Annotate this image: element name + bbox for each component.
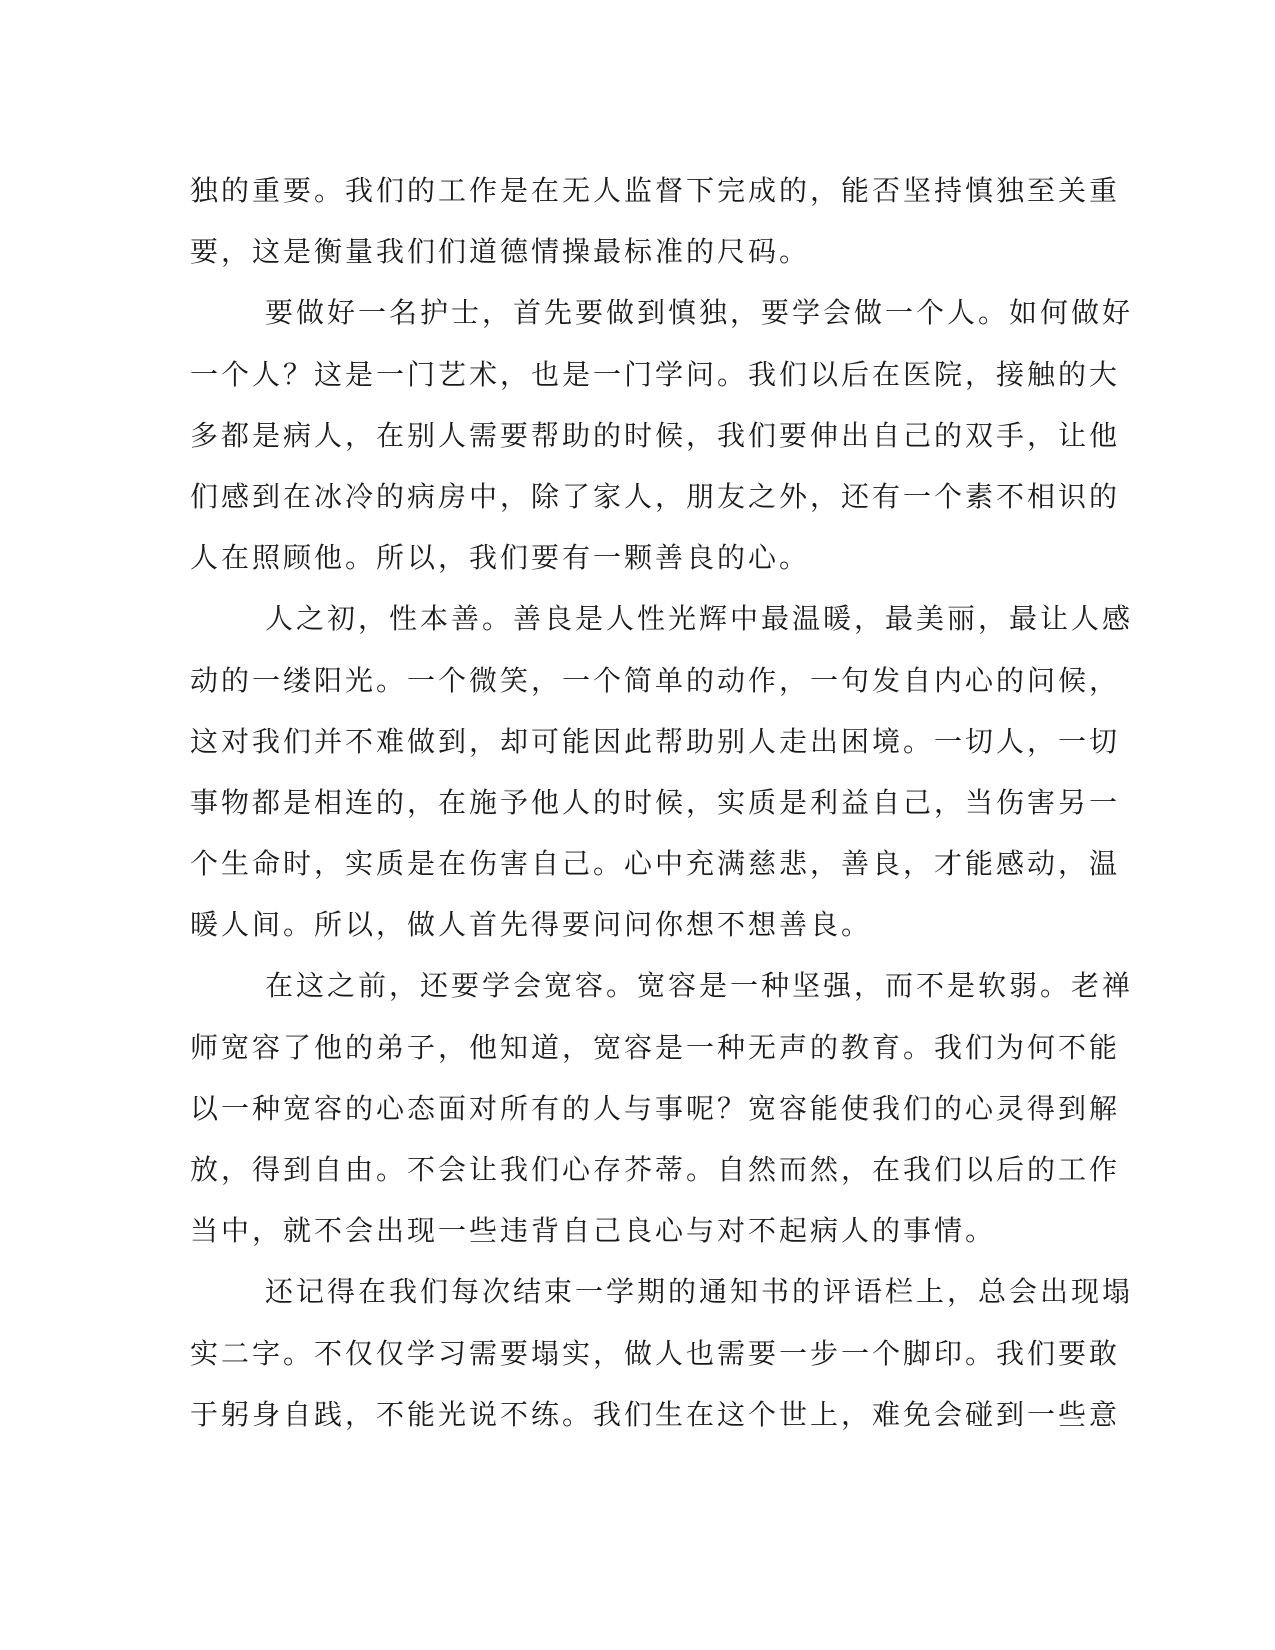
paragraph-first-line: 要做好一名护士，首先要做到慎独，要学会做一个人。如何做好 <box>265 296 1134 330</box>
paragraph-first-line: 还记得在我们每次结束一学期的通知书的评语栏上，总会出现塌 <box>265 1275 1134 1309</box>
text-line: 个生命时，实质是在伤害自己。心中充满慈悲，善良，才能感动，温 <box>190 847 1121 881</box>
text-line: 要，这是衡量我们们道德情操最标准的尺码。 <box>190 235 811 269</box>
text-line: 暖人间。所以，做人首先得要问问你想不想善良。 <box>190 908 873 942</box>
paragraph-first-line: 人之初，性本善。善良是人性光辉中最温暖，最美丽，最让人感 <box>265 602 1134 636</box>
text-line: 多都是病人，在别人需要帮助的时候，我们要伸出自己的双手，让他 <box>190 418 1121 452</box>
text-line: 当中，就不会出现一些违背自己良心与对不起病人的事情。 <box>190 1214 997 1248</box>
paragraph-first-line: 在这之前，还要学会宽容。宽容是一种坚强，而不是软弱。老禅 <box>265 969 1134 1003</box>
text-line: 动的一缕阳光。一个微笑，一个简单的动作，一句发自内心的问候， <box>190 663 1121 697</box>
text-line: 事物都是相连的，在施予他人的时候，实质是利益自己，当伤害另一 <box>190 785 1121 819</box>
text-line: 独的重要。我们的工作是在无人监督下完成的，能否坚持慎独至关重 <box>190 174 1121 207</box>
text-line: 一个人？这是一门艺术，也是一门学问。我们以后在医院，接触的大 <box>190 357 1121 391</box>
document-body <box>190 160 1134 1445</box>
text-line: 放，得到自由。不会让我们心存芥蒂。自然而然，在我们以后的工作 <box>190 1153 1121 1186</box>
text-line: 于躬身自践，不能光说不练。我们生在这个世上，难免会碰到一些意 <box>190 1397 1121 1431</box>
text-line: 们感到在冰冷的病房中，除了家人，朋友之外，还有一个素不相识的 <box>190 479 1121 513</box>
text-line: 实二字。不仅仅学习需要塌实，做人也需要一步一个脚印。我们要敢 <box>190 1336 1121 1370</box>
text-line: 以一种宽容的心态面对所有的人与事呢？宽容能使我们的心灵得到解 <box>190 1091 1121 1125</box>
text-line: 师宽容了他的弟子，他知道，宽容是一种无声的教育。我们为何不能 <box>190 1030 1121 1064</box>
text-line: 人在照顾他。所以，我们要有一颗善良的心。 <box>190 541 811 575</box>
text-line: 这对我们并不难做到，却可能因此帮助别人走出困境。一切人，一切 <box>190 724 1121 758</box>
